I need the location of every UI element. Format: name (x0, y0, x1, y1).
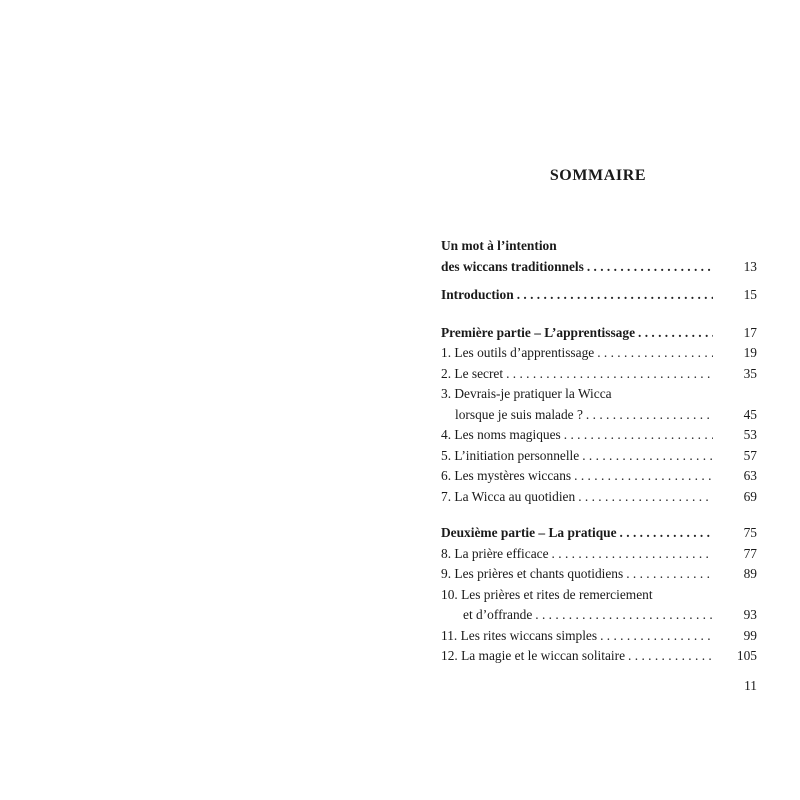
leader-dots (574, 466, 713, 487)
toc-chapter (441, 364, 757, 385)
leader-dots (600, 626, 713, 647)
leader-dots (506, 364, 713, 385)
toc-entry-label: et d’offrande (463, 607, 533, 622)
toc-chapter (441, 384, 757, 425)
toc-entry-label: 8. La prière efficace (441, 545, 549, 561)
toc-entry-label: 3. Devrais-je pratiquer la Wicca (441, 386, 612, 401)
toc-entry-label: Introduction (441, 287, 514, 302)
leader-dots (597, 343, 713, 364)
toc-page-number: 13 (743, 258, 757, 274)
toc-entry-line (441, 585, 757, 606)
toc-entry-line (441, 257, 757, 278)
toc-chapter (441, 544, 757, 565)
toc-page-number: 77 (743, 545, 757, 561)
table-of-contents (441, 236, 757, 667)
leader-dots (628, 646, 713, 667)
toc-entry-line (441, 605, 757, 626)
toc-entry-label: 12. La magie et le wiccan solitaire (441, 648, 626, 663)
toc-page-number: 53 (743, 427, 757, 442)
toc-page-number: 69 (743, 488, 757, 504)
toc-chapter (441, 646, 757, 667)
toc-entry-label: 1. Les outils d’apprentissage (441, 345, 595, 360)
toc-page-number: 75 (743, 525, 757, 540)
leader-dots (517, 285, 713, 306)
toc-entry-label: 9. Les prières et chants quotidiens (441, 566, 624, 581)
toc-entry-line (441, 236, 757, 257)
leader-dots (564, 425, 713, 446)
leader-dots (626, 564, 713, 585)
toc-part-heading (441, 523, 757, 544)
toc-entry-label: 10. Les prières et rites de remerciement (441, 586, 653, 602)
toc-page-number: 105 (736, 648, 757, 663)
toc-page-number: 19 (743, 345, 757, 360)
toc-entry-label: 7. La Wicca au quotidien (441, 488, 576, 504)
toc-entry-label: lorsque je suis malade ? (455, 406, 583, 422)
toc-chapter (441, 585, 757, 626)
toc-chapter (441, 626, 757, 647)
leader-dots (578, 487, 713, 508)
toc-entry-label: 2. Le secret (441, 365, 504, 381)
toc-entry-introduction (441, 285, 757, 306)
toc-entry-line (441, 384, 757, 405)
toc-chapter (441, 564, 757, 585)
leader-dots (586, 405, 713, 426)
toc-entry-label: 11. Les rites wiccans simples (441, 627, 598, 643)
toc-part-heading (441, 323, 757, 344)
toc-entry-foreword (441, 236, 757, 277)
toc-entry-label: Deuxième partie – La pratique (441, 525, 617, 540)
toc-entry-label: Un mot à l’intention (441, 238, 557, 253)
toc-chapter (441, 487, 757, 508)
toc-entry-label: Première partie – L’apprentissage (441, 324, 636, 340)
toc-chapter (441, 446, 757, 467)
toc-page-number: 57 (743, 447, 757, 463)
leader-dots (587, 257, 713, 278)
toc-chapter (441, 425, 757, 446)
page-title: SOMMAIRE (549, 167, 647, 184)
toc-chapter (441, 466, 757, 487)
toc-page-number: 17 (743, 324, 757, 340)
toc-page-number: 63 (743, 468, 757, 483)
toc-page-number: 15 (743, 287, 757, 302)
leader-dots (582, 446, 713, 467)
toc-page-number: 93 (743, 607, 757, 622)
toc-page-number: 35 (743, 365, 757, 381)
toc-page-number: 45 (743, 406, 757, 422)
toc-entry-label: des wiccans traditionnels (441, 258, 584, 274)
toc-entry-line (441, 405, 757, 426)
toc-page-number: 89 (743, 566, 757, 581)
toc-page-number: 99 (743, 627, 757, 643)
leader-dots (638, 323, 713, 344)
leader-dots (620, 523, 713, 544)
leader-dots (535, 605, 713, 626)
toc-entry-label: 5. L’initiation personnelle (441, 447, 580, 463)
page-number: 11 (744, 678, 757, 693)
leader-dots (552, 544, 713, 565)
toc-chapter (441, 343, 757, 364)
toc-entry-label: 4. Les noms magiques (441, 427, 561, 442)
toc-entry-label: 6. Les mystères wiccans (441, 468, 572, 483)
